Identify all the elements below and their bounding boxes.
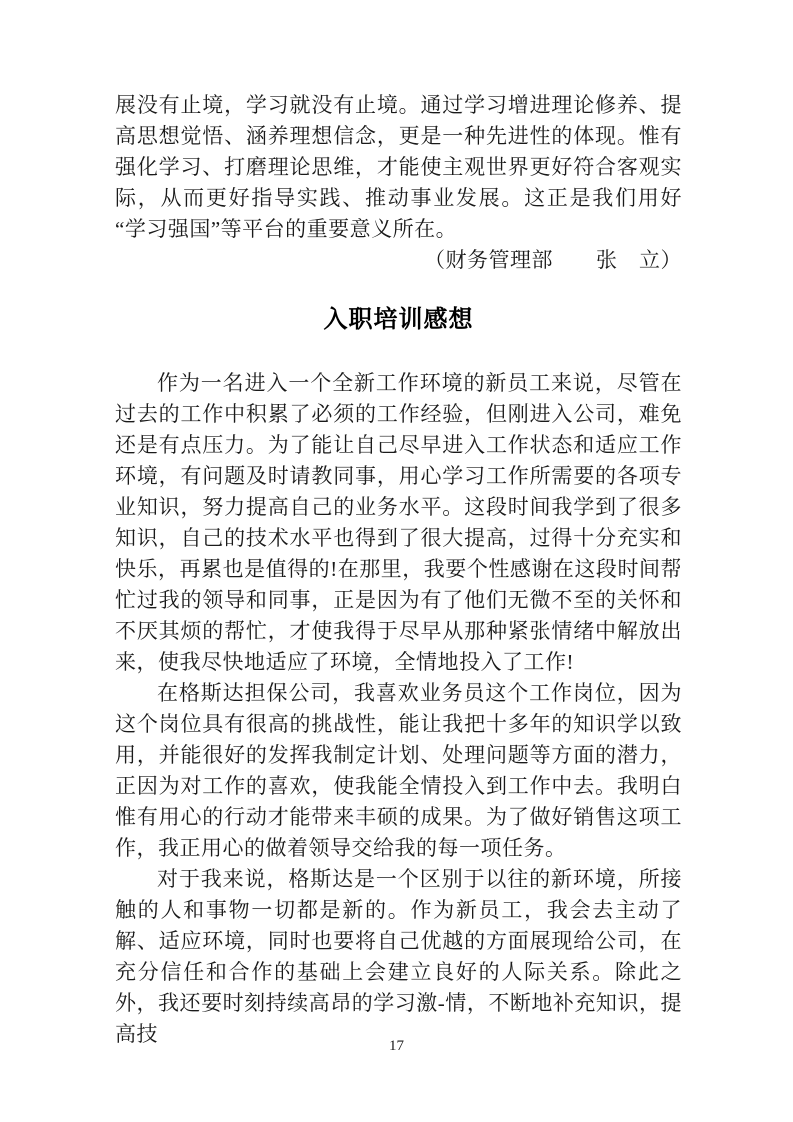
- page-number: 17: [389, 1038, 404, 1054]
- section-heading: 入职培训感想: [323, 306, 474, 333]
- page-content: [115, 90, 682, 1050]
- body-paragraph-2: 在格斯达担保公司，我喜欢业务员这个工作岗位，因为这个岗位具有很高的挑战性，能让我把十多年的知识学以致用，并能很好的发挥我制定计划、处理问题等方面的潜力，正因为对工作的喜欢，使我能全情投入到工作中去。我明白惟有用心的行动才能带来丰硕的成果。为了做好销售这项工作，我正用心的做着领导交给我的每一项任务。: [115, 681, 682, 860]
- body-paragraph-1: 作为一名进入一个全新工作环境的新员工来说，尽管在过去的工作中积累了必须的工作经验，但刚进入公司，难免还是有点压力。为了能让自己尽早进入工作状态和适应工作环境，有问题及时请教同事，用心学习工作所需要的各项专业知识，努力提高自己的业务水平。这段时间我学到了很多知识，自己的技术水平也得到了很大提高，过得十分充实和快乐，再累也是值得的!在那里，我要个性感谢在这段时间帮忙过我的领导和同事，正是因为有了他们无微不至的关怀和不厌其烦的帮忙，才使我得于尽早从那种紧张情绪中解放出来，使我尽快地适应了环境，全情地投入了工作!: [115, 371, 682, 674]
- paragraph-continuation: 展没有止境，学习就没有止境。通过学习增进理论修养、提高思想觉悟、涵养理想信念，更是一种先进性的体现。惟有强化学习、打磨理论思维，才能使主观世界更好符合客观实际，从而更好指导实践、推动事业发展。这正是我们用好“学习强国”等平台的重要意义所在。: [115, 93, 682, 241]
- attribution-line: （财务管理部 张 立）: [424, 248, 682, 272]
- body-paragraph-3: 对于我来说，格斯达是一个区别于以往的新环境，所接触的人和事物一切都是新的。作为新员工，我会去主动了解、适应环境，同时也要将自己优越的方面展现给公司，在充分信任和合作的基础上会建立良好的人际关系。除此之外，我还要时刻持续高昂的学习激-情，不断地补充知识，提高技: [115, 867, 682, 1046]
